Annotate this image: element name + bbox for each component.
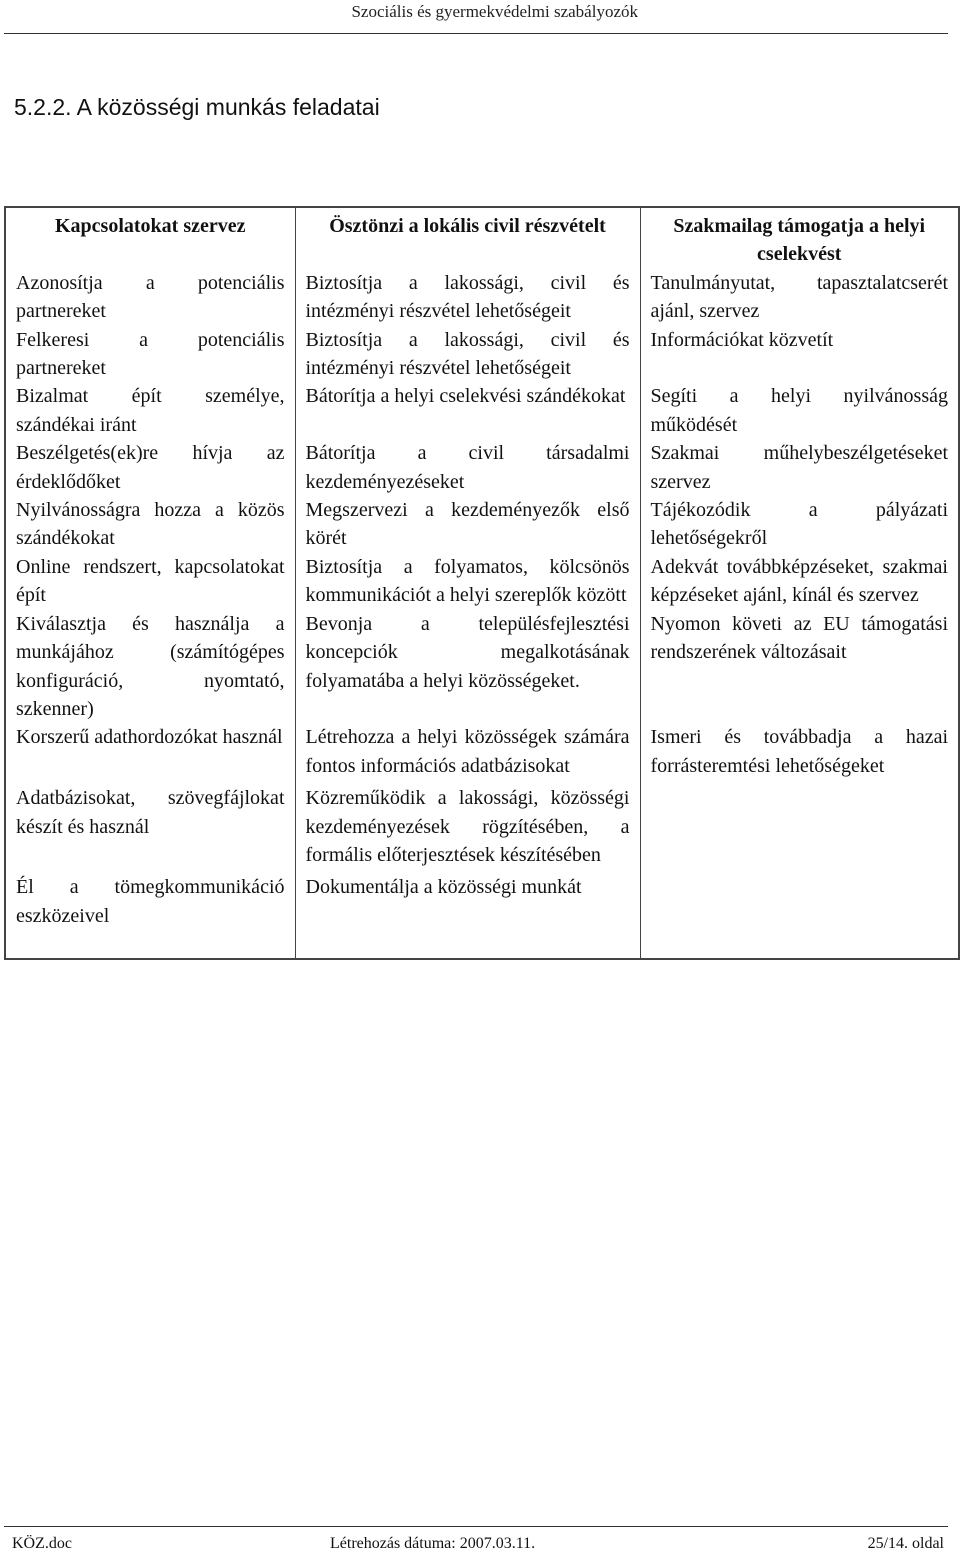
table-row	[5, 439, 959, 496]
table-cell: Bizalmat épít személye, szándékai iránt	[5, 382, 295, 439]
table-row	[5, 553, 959, 610]
table-cell: Kiválasztja és használja a munkájához (számítógépes konfiguráció, nyomtató, szkenner)	[5, 610, 295, 724]
table-cell	[640, 784, 959, 873]
table-cell: Nyilvánosságra hozza a közös szándékokat	[5, 496, 295, 553]
table-row	[5, 269, 959, 326]
table-cell: Online rendszert, kapcsolatokat épít	[5, 553, 295, 610]
table-row	[5, 382, 959, 439]
table-cell: Beszélgetés(ek)re hívja az érdeklődőket	[5, 439, 295, 496]
table-cell	[640, 873, 959, 959]
table-cell: Ismeri és továbbadja a hazai forrásteremtési lehetőségeket	[640, 723, 959, 784]
column-header-participation: Ösztönzi a lokális civil részvételt	[295, 207, 640, 269]
table-cell: Segíti a helyi nyilvánosság működését	[640, 382, 959, 439]
page-header: Szociális és gyermekvédelmi szabályozók	[351, 2, 638, 21]
table-cell: Bevonja a településfejlesztési koncepciók megalkotásának folyamatába a helyi közösségeket.	[295, 610, 640, 724]
table-cell: Információkat közvetít	[640, 326, 959, 383]
table-cell: Nyomon követi az EU támogatási rendszerének változásait	[640, 610, 959, 724]
column-header-support: Szakmailag támogatja a helyi cselekvést	[640, 207, 959, 269]
table-cell: Felkeresi a potenciális partnereket	[5, 326, 295, 383]
table-cell: Tájékozódik a pályázati lehetőségekről	[640, 496, 959, 553]
table-cell: Korszerű adathordozókat használ	[5, 723, 295, 784]
table-cell: Biztosítja a lakossági, civil és intézményi részvétel lehetőségeit	[295, 269, 640, 326]
table-cell: Létrehozza a helyi közösségek számára fontos információs adatbázisokat	[295, 723, 640, 784]
table-cell: Adekvát továbbképzéseket, szakmai képzéseket ajánl, kínál és szervez	[640, 553, 959, 610]
table-cell: Közreműködik a lakossági, közösségi kezdeményezések rögzítésében, a formális előterjesztések készítésében	[295, 784, 640, 873]
table-cell: Megszervezi a kezdeményezők első körét	[295, 496, 640, 553]
header-divider	[4, 33, 948, 34]
table-header-row	[5, 207, 959, 269]
table-cell: Adatbázisokat, szövegfájlokat készít és használ	[5, 784, 295, 873]
table-cell: Tanulmányutat, tapasztalatcserét ajánl, szervez	[640, 269, 959, 326]
table-cell: Azonosítja a potenciális partnereket	[5, 269, 295, 326]
table-row	[5, 496, 959, 553]
footer-file-name: KÖZ.doc	[12, 1535, 72, 1552]
table-cell: Dokumentálja a közösségi munkát	[295, 873, 640, 959]
table-cell: Bátorítja a helyi cselekvési szándékokat	[295, 382, 640, 439]
table-cell: Él a tömegkommunikáció eszközeivel	[5, 873, 295, 959]
tasks-table	[4, 206, 960, 960]
table-row	[5, 610, 959, 724]
footer-page-number: 25/14. oldal	[867, 1535, 944, 1552]
page-footer	[4, 1526, 948, 1552]
footer-created-date: Létrehozás dátuma: 2007.03.11.	[330, 1535, 536, 1552]
table-row	[5, 784, 959, 873]
table-row	[5, 723, 959, 784]
column-header-relations: Kapcsolatokat szervez	[5, 207, 295, 269]
table-cell: Szakmai műhelybeszélgetéseket szervez	[640, 439, 959, 496]
table-cell: Biztosítja a folyamatos, kölcsönös kommunikációt a helyi szereplők között	[295, 553, 640, 610]
table-row	[5, 873, 959, 959]
table-cell: Bátorítja a civil társadalmi kezdeményezéseket	[295, 439, 640, 496]
table-cell: Biztosítja a lakossági, civil és intézményi részvétel lehetőségeit	[295, 326, 640, 383]
section-title: 5.2.2. A közösségi munkás feladatai	[14, 94, 380, 120]
table-row	[5, 326, 959, 383]
